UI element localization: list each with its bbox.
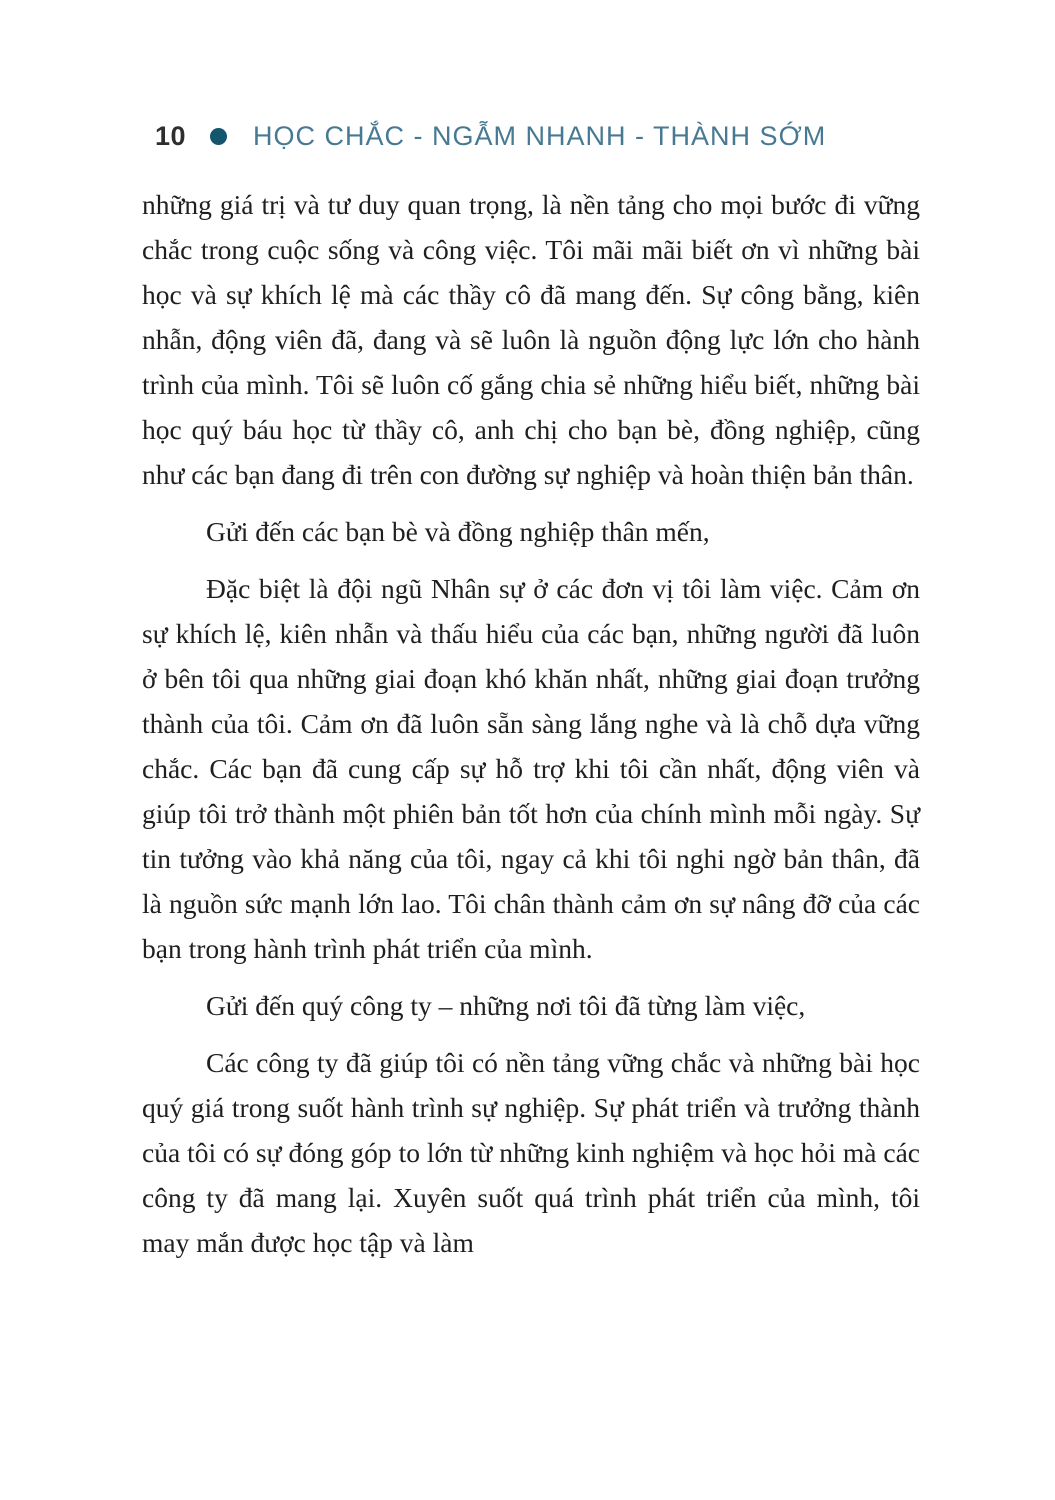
paragraph: Đặc biệt là đội ngũ Nhân sự ở các đơn vị tôi làm việc. Cảm ơn sự khích lệ, kiên nhẫn và thấu hiểu của các bạn, những người đã luôn ở bên tôi qua những giai đoạn khó khăn nhất, những giai đoạn trưởng thành của tôi. Cảm ơn đã luôn sẵn sàng lắng nghe và là chỗ dựa vững chắc. Các bạn đã cung cấp sự hỗ trợ khi tôi cần nhất, động viên và giúp tôi trở thành một phiên bản tốt hơn của chính mình mỗi ngày. Sự tin tưởng vào khả năng của tôi, ngay cả khi tôi nghi ngờ bản thân, đã là nguồn sức mạnh lớn lao. Tôi chân thành cảm ơn sự nâng đỡ của các bạn trong hành trình phát triển của mình. bbox=[142, 573, 920, 964]
paragraph: Gửi đến các bạn bè và đồng nghiệp thân mến, bbox=[206, 516, 710, 547]
running-head-title: HỌC CHẮC - NGẪM NHANH - THÀNH SỚM bbox=[253, 120, 827, 151]
paragraph: Các công ty đã giúp tôi có nền tảng vững chắc và những bài học quý giá trong suốt hành trình sự nghiệp. Sự phát triển và trưởng thành của tôi có sự đóng góp to lớn từ những kinh nghiệm và học hỏi mà các công ty đã mang lại. Xuyên suốt quá trình phát triển của mình, tôi may mắn được học tập và làm bbox=[142, 1047, 920, 1258]
page-number: 10 bbox=[155, 120, 187, 151]
running-header bbox=[155, 119, 826, 153]
body-text bbox=[142, 182, 920, 1277]
paragraph: những giá trị và tư duy quan trọng, là nền tảng cho mọi bước đi vững chắc trong cuộc sống và công việc. Tôi mãi mãi biết ơn vì những bài học và sự khích lệ mà các thầy cô đã mang đến. Sự công bằng, kiên nhẫn, động viên đã, đang và sẽ luôn là nguồn động lực lớn cho hành trình của mình. Tôi sẽ luôn cố gắng chia sẻ những hiểu biết, những bài học quý báu học từ thầy cô, anh chị cho bạn bè, đồng nghiệp, cũng như các bạn đang đi trên con đường sự nghiệp và hoàn thiện bản thân. bbox=[142, 189, 920, 490]
paragraph: Gửi đến quý công ty – những nơi tôi đã từng làm việc, bbox=[206, 990, 806, 1021]
bullet-icon bbox=[210, 128, 227, 145]
